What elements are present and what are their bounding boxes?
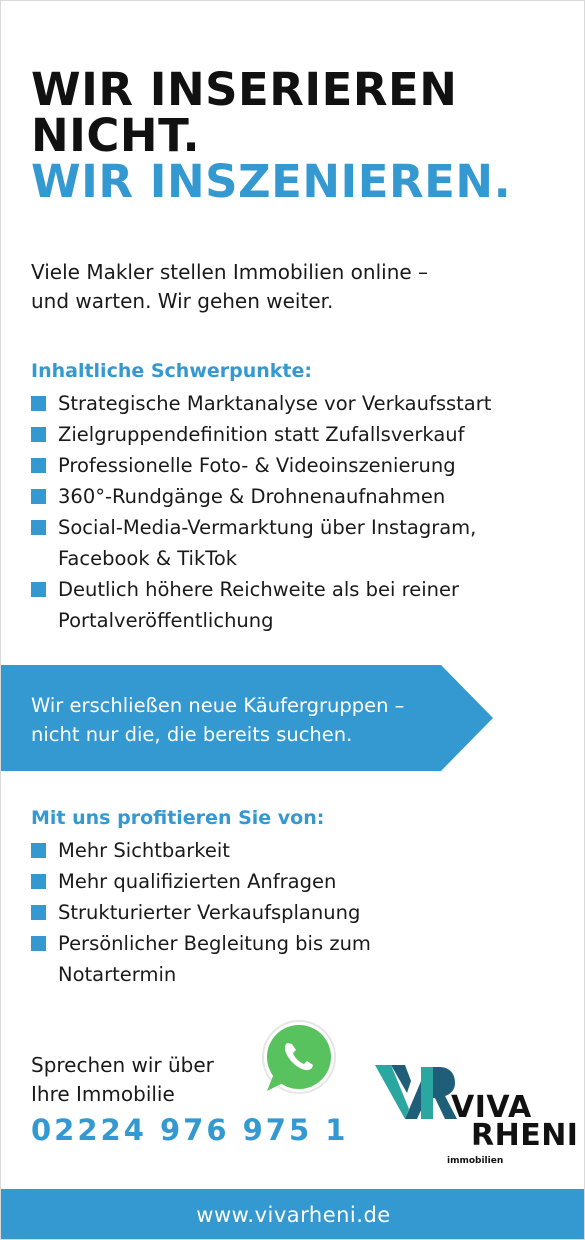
contact-text	[31, 1051, 214, 1109]
logo-subtitle: immobilien	[447, 1156, 504, 1166]
list-item	[31, 450, 571, 481]
headline-line-1: WIR INSERIEREN	[31, 63, 458, 116]
square-bullet-icon	[31, 427, 46, 442]
list-item-text: Strategische Marktanalyse vor Verkaufsstart	[58, 392, 492, 415]
list-item-text: Notartermin	[58, 963, 177, 986]
banner-text	[31, 691, 404, 749]
list-item-text: Facebook & TikTok	[58, 547, 238, 570]
list-item-text: Zielgruppendefinition statt Zufallsverkauf	[58, 423, 465, 446]
headline	[31, 63, 571, 208]
list-item-text: Mehr qualifizierten Anfragen	[58, 870, 337, 893]
list-item-text: Persönlicher Begleitung bis zum	[58, 932, 371, 955]
contact-line-2: Ihre Immobilie	[31, 1082, 175, 1106]
square-bullet-icon	[31, 936, 46, 951]
website-link[interactable]: www.vivarheni.de	[196, 1203, 391, 1227]
list-item	[31, 835, 571, 866]
square-bullet-icon	[31, 458, 46, 473]
list-item	[31, 897, 571, 928]
list-item-text: Social-Media-Vermarktung über Instagram,	[58, 516, 477, 539]
square-bullet-icon	[31, 396, 46, 411]
list-item-text: Deutlich höhere Reichweite als bei reiner	[58, 578, 460, 601]
whatsapp-icon[interactable]	[253, 1019, 343, 1099]
benefits-list	[31, 835, 571, 990]
list-item	[31, 419, 571, 450]
phone-number[interactable]: 02224 976 975 1	[31, 1113, 349, 1147]
list-item	[31, 481, 571, 512]
list-item	[31, 928, 571, 990]
list-item-text: Professionelle Foto- & Videoinszenierung	[58, 454, 456, 477]
headline-line-3: WIR INSZENIEREN.	[31, 155, 512, 208]
list-item	[31, 574, 571, 636]
intro-line-2: und warten. Wir gehen weiter.	[31, 289, 334, 313]
intro-text	[31, 258, 551, 316]
focus-title: Inhaltliche Schwerpunkte:	[31, 360, 312, 382]
square-bullet-icon	[31, 874, 46, 889]
banner-line-2: nicht nur die, die bereits suchen.	[31, 723, 353, 746]
logo-word-1: VIVA	[451, 1090, 532, 1125]
contact-line-1: Sprechen wir über	[31, 1053, 214, 1077]
square-bullet-icon	[31, 582, 46, 597]
list-item	[31, 388, 571, 419]
intro-line-1: Viele Makler stellen Immobilien online –	[31, 260, 429, 284]
square-bullet-icon	[31, 520, 46, 535]
list-item-text: 360°-Rundgänge & Drohnenaufnahmen	[58, 485, 446, 508]
focus-list	[31, 388, 571, 636]
logo-word-2: RHENI	[471, 1118, 579, 1153]
list-item-text: Mehr Sichtbarkeit	[58, 839, 230, 862]
footer-bar	[1, 1189, 585, 1240]
company-logo	[375, 1063, 579, 1173]
square-bullet-icon	[31, 843, 46, 858]
headline-line-2: NICHT.	[31, 109, 201, 162]
square-bullet-icon	[31, 905, 46, 920]
banner-line-1: Wir erschließen neue Käufergruppen –	[31, 694, 405, 717]
list-item-text: Portalveröffentlichung	[58, 609, 274, 632]
list-item	[31, 512, 571, 574]
list-item	[31, 866, 571, 897]
benefits-title: Mit uns profitieren Sie von:	[31, 807, 325, 829]
list-item-text: Strukturierter Verkaufsplanung	[58, 901, 361, 924]
square-bullet-icon	[31, 489, 46, 504]
